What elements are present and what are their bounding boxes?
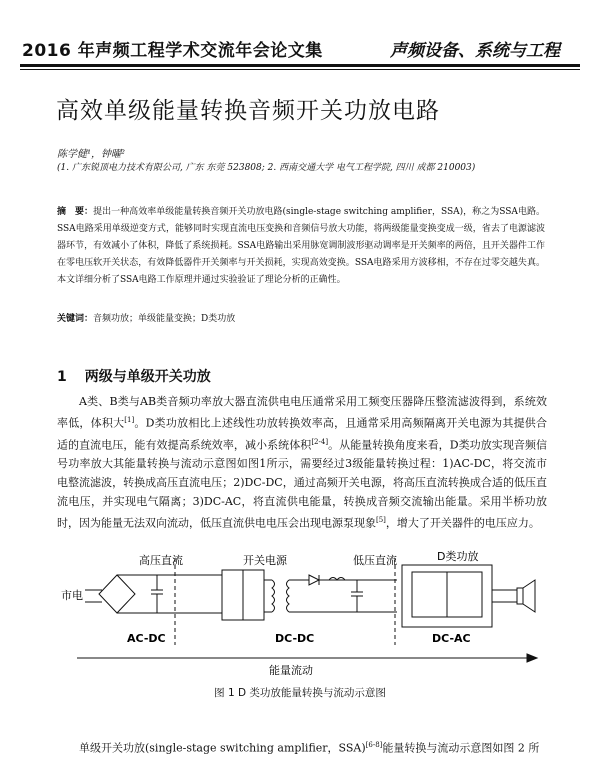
citation-3: [5] [376, 516, 386, 525]
label-energy-flow: 能量流动 [269, 664, 313, 675]
para2-text-b: 能量转换与流动示意图如图 2 所 [382, 741, 540, 755]
para1-text-a: A类、B类与AB类音频功率放大器直流供电电压通常采用工频变压器降压整流滤波得到，系统效率低，体积大 [57, 395, 547, 430]
header-rule-thin [20, 69, 580, 70]
keywords [57, 311, 235, 324]
label-dcdc: DC-DC [275, 632, 315, 645]
figure-caption: 图 1 D 类功放能量转换与流动示意图 [214, 687, 386, 699]
journal-header: 2016 年声频工程学术交流年会论文集 [22, 41, 323, 61]
authors: 陈学健¹，钟曜² [57, 149, 126, 160]
section-title: 两级与单级开关功放 [84, 369, 211, 385]
label-mains: 市电 [61, 589, 83, 602]
affiliation: (1. 广东锐顶电力技术有限公司, 广东 东莞 523808; 2. 西南交通大学 电气工程学院, 四川 成都 210003) [57, 163, 476, 173]
keywords-label: 关键词： [57, 314, 94, 324]
abstract-label: 摘 要： [57, 207, 94, 217]
citation-2: [2-4] [311, 437, 329, 446]
para2-text-a: 单级开关功放(single-stage switching amplifier，SSA) [79, 741, 366, 755]
abstract [57, 204, 545, 289]
para1-text-c: 。从能量转换角度来看，D类功放实现音频信号功率放大其能量转换与流动示意图如图1所示，需要经过3级能量转换过程：1)AC-DC，将交流市电整流滤波，转换成高压直流电压；2)DC-DC，通过高频开关电源，将高压直流转换成合适的低压直流电压，并实现电气隔离；3)DC-AC，将直流供电能量，转换成音频交流输出能量。采用半桥功放时，因为能量无法双向流动，低压直流供电电压会出现电源泵现象 [57, 438, 547, 530]
section-heading [57, 366, 211, 386]
body-paragraph-1 [57, 392, 547, 533]
header-rule-thick [20, 64, 580, 67]
label-d-amp: D类功放 [437, 550, 479, 563]
para1-text-b: 。D类功放相比上述线性功放转换效率高，且通常采用高频隔离开关电源为其提供合适的直流电压，能有效提高系统效率，减小系统体积 [57, 416, 547, 452]
label-acdc: AC-DC [127, 632, 166, 645]
paper-title: 高效单级能量转换音频开关功放电路 [56, 98, 440, 124]
keywords-text: 音频功放；单级能量变换；D类功放 [93, 314, 236, 324]
label-dcac: DC-AC [432, 632, 471, 645]
body-paragraph-2 [57, 736, 557, 758]
citation-4: [6-8] [365, 741, 383, 749]
label-lv-dc: 低压直流 [353, 554, 397, 567]
figure-1-diagram [57, 550, 547, 675]
label-hv-dc: 高压直流 [139, 554, 183, 567]
para1-text-d: ，增大了开关器件的电压应力。 [385, 516, 540, 530]
section-header: 声频设备、系统与工程 [390, 41, 560, 61]
citation-1: [1] [124, 416, 135, 424]
label-smps: 开关电源 [243, 554, 287, 567]
section-number: 1 [57, 369, 67, 385]
abstract-text: 提出一种高效率单级能量转换音频开关功放电路(single-stage switching amplifier，SSA)，称之为SSA电路。SSA电路采用单级逆变方式，能够同时实现直流电压变换和音频信号放大功能，将两级能量变换变成一级，省去了电源滤波器环节，有效减小了体积，降低了系统损耗。SSA电路输出采用脉宽调制波形驱动调率是开关频率的两倍，且开关器件工作在零电压软开关状态，有效降低器件开关频率与开关损耗，实现高效变换。SSA电路采用方波移相，不存在过零交越失真。本文详细分析了SSA电路工作原理并通过实验验证了理论分析的正确性。 [57, 207, 545, 285]
